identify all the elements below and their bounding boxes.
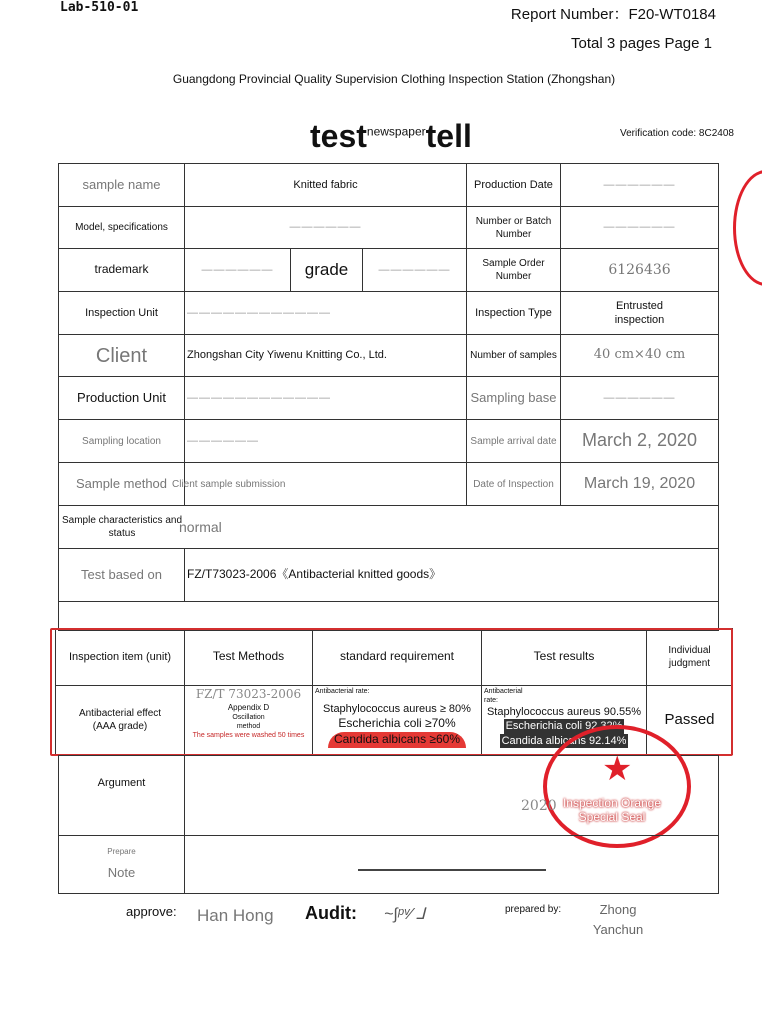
header-cell: standard requirement bbox=[312, 628, 482, 686]
value: Knitted fabric bbox=[184, 163, 467, 207]
seal-year: 2020 bbox=[521, 798, 557, 814]
req-line: Staphylococcus aureus ≥ 80% bbox=[323, 703, 471, 716]
audit-label: Audit: bbox=[305, 903, 357, 923]
header-cell: Inspection item (unit) bbox=[55, 628, 185, 686]
value: 6126436 bbox=[560, 248, 719, 292]
req-label: Antibacterial rate: bbox=[315, 688, 370, 695]
label: sample name bbox=[58, 163, 185, 207]
label: Sample method bbox=[58, 462, 185, 506]
title-part: tell bbox=[425, 118, 472, 154]
label: Date of Inspection bbox=[466, 462, 561, 506]
station-name: Guangdong Provincial Quality Supervision Clothing Inspection Station (Zhongshan) bbox=[172, 72, 616, 86]
item-cell: Antibacterial effect (AAA grade) bbox=[55, 685, 185, 755]
value: —————— bbox=[560, 376, 719, 420]
value: FZ/T73023-2006《Antibacterial knitted goods》 bbox=[184, 548, 719, 602]
value: Client sample submission bbox=[170, 462, 467, 506]
label: Production Date bbox=[466, 163, 561, 207]
label: Sample arrival date bbox=[466, 419, 561, 463]
label: Client bbox=[58, 334, 185, 377]
label: Number of samples bbox=[466, 334, 561, 377]
header-cell: Test Methods bbox=[184, 628, 313, 686]
page-count: Total 3 pages Page 1 bbox=[571, 35, 712, 52]
verification-code: Verification code: 8C2408 bbox=[620, 128, 734, 139]
note-value bbox=[184, 835, 719, 894]
value: —————— bbox=[362, 248, 467, 292]
report-title bbox=[310, 118, 472, 155]
value: —————— bbox=[184, 419, 467, 463]
method-note: The samples were washed 50 times bbox=[192, 732, 305, 740]
label: grade bbox=[290, 248, 363, 292]
label: Sampling base bbox=[466, 376, 561, 420]
blank-row bbox=[58, 601, 719, 631]
method-appendix: Appendix D bbox=[227, 702, 270, 712]
prepared-label: prepared by: bbox=[505, 904, 562, 915]
header-cell: Test results bbox=[481, 628, 647, 686]
judgment-cell: Passed bbox=[646, 685, 733, 755]
report-number: Report Number：F20-WT0184 bbox=[510, 6, 716, 23]
star-icon: ★ bbox=[602, 750, 633, 788]
value: normal bbox=[177, 505, 719, 549]
label: Number or Batch Number bbox=[466, 206, 561, 249]
seal-stamp bbox=[543, 725, 691, 848]
value: March 19, 2020 bbox=[560, 462, 719, 506]
res-line: Candida albicans 92.14% bbox=[501, 734, 627, 747]
label: trademark bbox=[58, 248, 185, 292]
label: Inspection Type bbox=[466, 291, 561, 335]
res-line: Staphylococcus aureus 90.55% bbox=[486, 706, 642, 719]
value: —————— bbox=[184, 206, 467, 249]
value: Entrusted inspection bbox=[560, 291, 719, 335]
label: Production Unit bbox=[58, 376, 185, 420]
label: Sample Order Number bbox=[466, 248, 561, 292]
value: 40 cm×40 cm bbox=[560, 334, 719, 377]
method-standard: FZ/T 73023-2006 bbox=[195, 687, 302, 701]
value: Zhongshan City Yiwenu Knitting Co., Ltd. bbox=[184, 334, 467, 377]
title-part: newspaper bbox=[366, 124, 426, 139]
label: Sampling location bbox=[58, 419, 185, 463]
approve-name: Han Hong bbox=[197, 906, 274, 925]
note-label: Note bbox=[107, 865, 136, 881]
prepare-label: Prepare bbox=[107, 846, 136, 856]
seal-text: Inspection Orange Special Seal bbox=[562, 796, 662, 824]
method-type: Oscillation method bbox=[232, 713, 265, 731]
label: Model, specifications bbox=[58, 206, 185, 249]
res-line: Escherichia coli 92.32% bbox=[505, 720, 623, 733]
audit-signature: ~∫ᵖᵛ⁄ ⅃ bbox=[384, 906, 426, 923]
lab-code: Lab-510-01 bbox=[60, 0, 139, 15]
argument-label: Argument bbox=[58, 755, 185, 836]
title-part: test bbox=[310, 118, 367, 154]
approve-label: approve: bbox=[126, 904, 177, 919]
header-cell: Individual judgment bbox=[646, 628, 733, 686]
signature-line bbox=[358, 869, 546, 871]
value: —————— bbox=[560, 163, 719, 207]
label: Test based on bbox=[58, 548, 185, 602]
res-label: Antibacterial rate: bbox=[484, 688, 523, 705]
side-seal bbox=[733, 170, 762, 286]
req-line: Escherichia coli ≥70% bbox=[338, 716, 456, 731]
label: Inspection Unit bbox=[58, 291, 185, 335]
value: ———————————— bbox=[184, 291, 467, 335]
note-label-cell bbox=[58, 835, 185, 894]
value: March 2, 2020 bbox=[560, 419, 719, 463]
value: —————— bbox=[184, 248, 291, 292]
value: ———————————— bbox=[184, 376, 467, 420]
prepared-name: Zhong Yanchun bbox=[592, 902, 644, 937]
label: Sample characteristics and status bbox=[58, 505, 185, 549]
value: —————— bbox=[560, 206, 719, 249]
req-line: Candida albicans ≥60% bbox=[328, 732, 466, 748]
